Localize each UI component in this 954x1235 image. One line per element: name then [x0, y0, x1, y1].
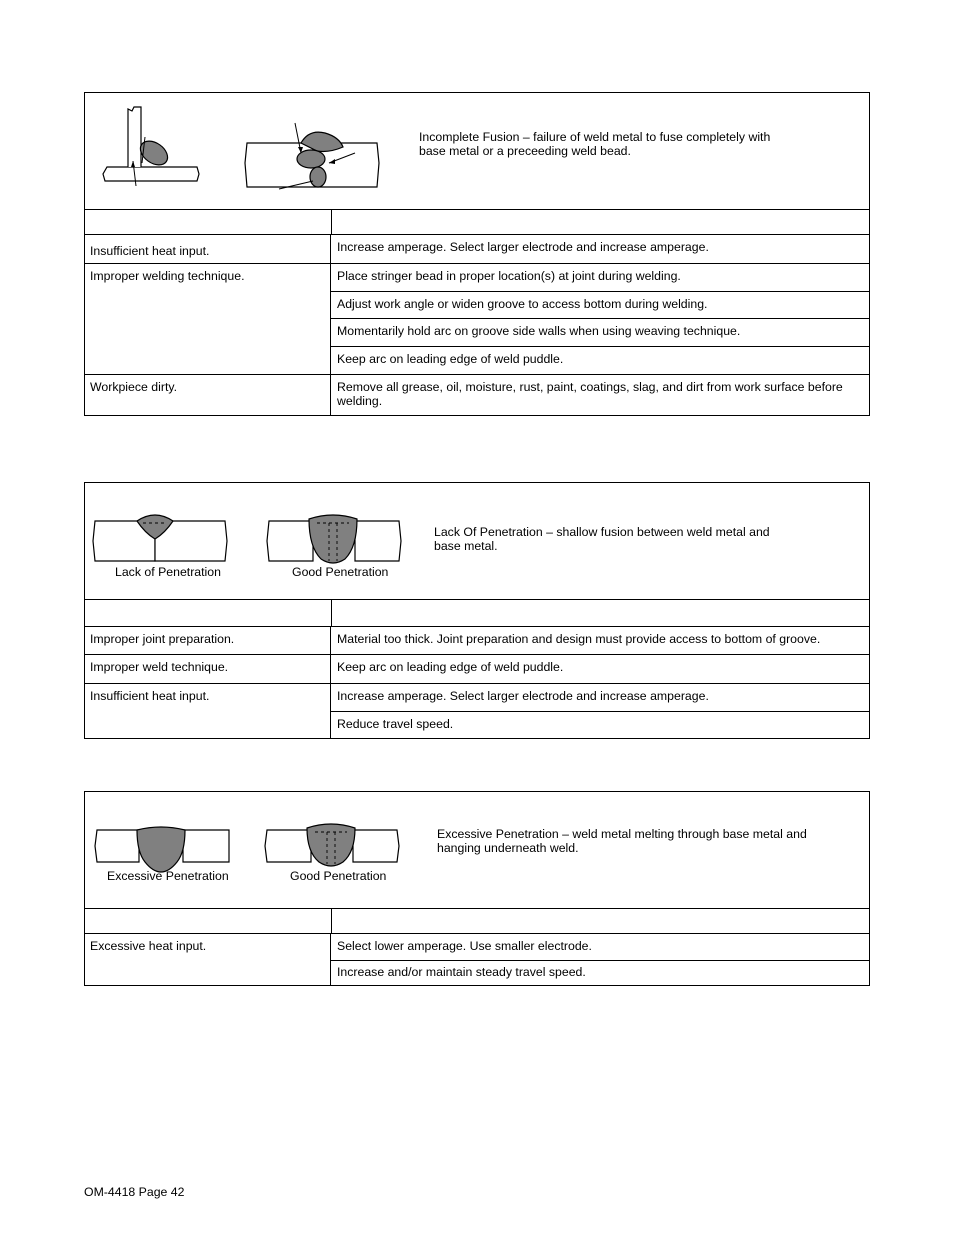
remedy-cell — [331, 319, 869, 347]
excessive-penetration-section — [84, 791, 870, 986]
remedy-text: Reduce travel speed. — [337, 717, 454, 731]
table-row — [85, 235, 869, 264]
lack-of-penetration-figure — [85, 483, 869, 600]
table-row — [85, 627, 869, 655]
cause-cell: Insufficient heat input. — [85, 684, 331, 738]
excessive-penetration-caption: Excessive Penetration — [107, 869, 229, 883]
lack-of-penetration-description: Lack Of Penetration – shallow fusion between weld metal and base metal. — [434, 525, 770, 553]
remedy-cell — [331, 235, 869, 263]
remedy-cell — [331, 684, 869, 712]
remedy-cell — [331, 712, 869, 738]
remedy-cell — [331, 627, 869, 654]
remedy-text: Increase amperage. Select larger electrode and increase amperage. — [337, 240, 709, 254]
remedy-text: Select lower amperage. Use smaller electrode. — [337, 939, 592, 953]
good-penetration-caption: Good Penetration — [292, 565, 389, 579]
cause-cell: Improper joint preparation. — [85, 627, 331, 654]
remedy-text: Place stringer bead in proper location(s) at joint during welding. — [337, 269, 681, 283]
remedy-cell — [331, 375, 869, 415]
table-row — [85, 655, 869, 684]
groove-weld-fusion-illustration — [243, 119, 383, 191]
remedy-text: Material too thick. Joint preparation and design must provide access to bottom of groove. — [337, 632, 821, 646]
table-header-row — [85, 600, 869, 627]
excessive-penetration-description: Excessive Penetration – weld metal melting through base metal and hanging underneath weld. — [437, 827, 807, 855]
incomplete-fusion-figure — [85, 93, 869, 210]
remedy-cell — [331, 934, 869, 961]
good-penetration-caption: Good Penetration — [290, 869, 387, 883]
cause-cell: Improper weld technique. — [85, 655, 331, 683]
good-penetration-illustration — [263, 820, 407, 876]
table-header-row — [85, 210, 869, 235]
remedy-text: Keep arc on leading edge of weld puddle. — [337, 660, 564, 674]
lack-of-penetration-illustration — [91, 511, 235, 567]
incomplete-fusion-description: Incomplete Fusion – failure of weld metal to fuse completely with base metal or a preceeding weld bead. — [419, 130, 771, 158]
remedy-text: Remove all grease, oil, moisture, rust, paint, coatings, slag, and dirt from work surface before welding. — [337, 380, 843, 408]
page-footer: OM-4418 Page 42 — [84, 1185, 185, 1199]
incomplete-fusion-section — [84, 92, 870, 416]
remedy-text: Increase and/or maintain steady travel speed. — [337, 965, 586, 979]
good-penetration-illustration — [265, 511, 409, 567]
table-row — [85, 934, 869, 985]
table-row — [85, 684, 869, 738]
excessive-penetration-figure — [85, 792, 869, 909]
table-header-row — [85, 909, 869, 934]
remedy-text: Keep arc on leading edge of weld puddle. — [337, 352, 564, 366]
fillet-weld-fusion-illustration — [99, 105, 201, 189]
cause-cell: Workpiece dirty. — [85, 375, 331, 415]
remedy-text: Increase amperage. Select larger electrode and increase amperage. — [337, 689, 709, 703]
table-row — [85, 264, 869, 375]
remedy-cell — [331, 292, 869, 319]
remedy-cell — [331, 347, 869, 374]
excessive-penetration-illustration — [93, 820, 237, 876]
table-row — [85, 375, 869, 415]
remedy-text: Momentarily hold arc on groove side walls when using weaving technique. — [337, 324, 741, 338]
cause-cell: Improper welding technique. — [85, 264, 331, 374]
cause-cell: Insufficient heat input. — [85, 235, 331, 263]
cause-cell: Excessive heat input. — [85, 934, 331, 985]
remedy-cell — [331, 264, 869, 292]
remedy-cell — [331, 655, 869, 683]
remedy-cell — [331, 961, 869, 985]
lack-of-penetration-section — [84, 482, 870, 739]
remedy-text: Adjust work angle or widen groove to access bottom during welding. — [337, 297, 708, 311]
lack-of-penetration-caption: Lack of Penetration — [115, 565, 221, 579]
